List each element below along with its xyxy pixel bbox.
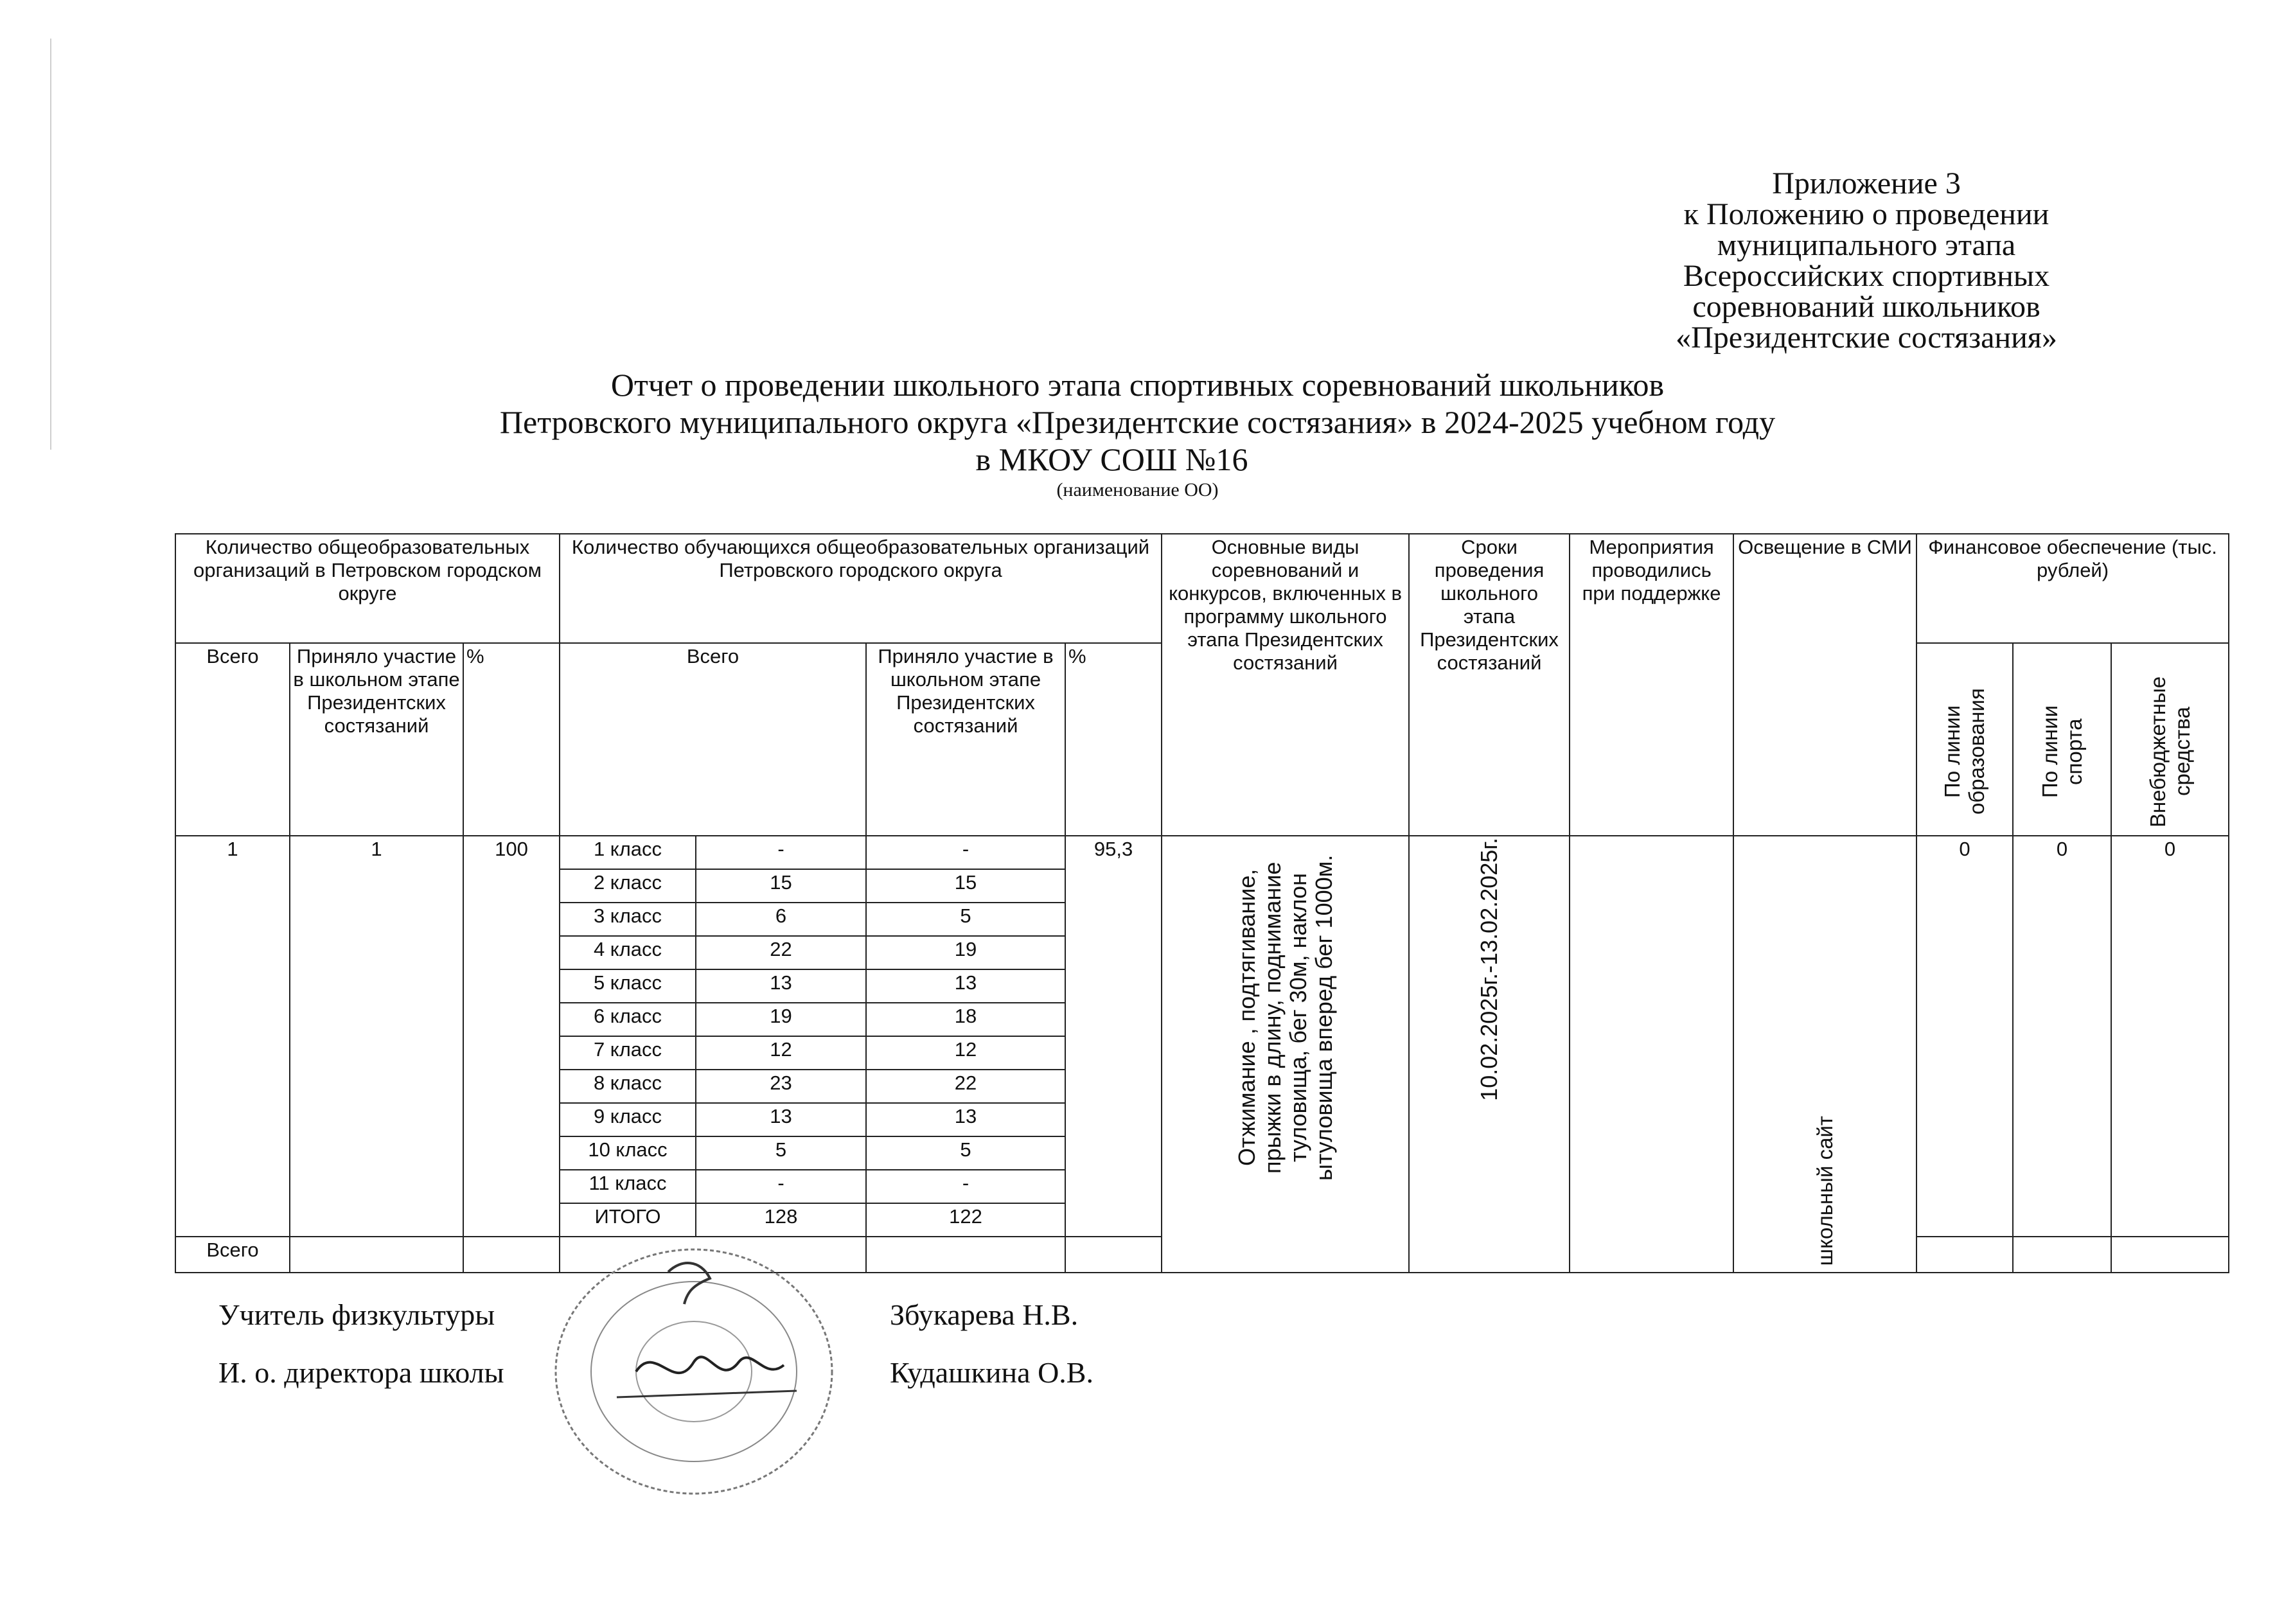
subheader-fin-edu <box>1916 643 2013 836</box>
orgs-participated-value: 1 <box>290 836 463 1237</box>
media-text: школьный сайт <box>1812 1115 1837 1266</box>
appendix-line: соревнований школьников <box>1692 290 2040 324</box>
class-name: 9 класс <box>560 1103 696 1136</box>
subheader-fin-extra <box>2111 643 2229 836</box>
footer-cell <box>2013 1237 2111 1273</box>
subheader-fin-sport <box>2013 643 2111 836</box>
header-media: Освещение в СМИ <box>1733 534 1916 836</box>
class-participated: 12 <box>866 1036 1065 1070</box>
appendix-line: к Положению о проведении <box>1683 197 2049 231</box>
subheader-students-percent: % <box>1065 643 1162 836</box>
title-line-1: Отчет о проведении школьного этапа спортивных соревнований школьников <box>610 367 1665 403</box>
fin-sport-label: По линии спорта <box>2037 705 2086 799</box>
events-cell <box>1570 836 1733 1273</box>
fin-extra-value: 0 <box>2111 836 2229 1237</box>
class-total: 13 <box>696 969 866 1003</box>
header-kinds: Основные виды соревнований и конкурсов, включенных в программу школьного этапа Президентских состязаний <box>1162 534 1409 836</box>
subheader-orgs-participated: Приняло участие в школьном этапе Президентских состязаний <box>290 643 463 836</box>
school-stamp <box>527 1233 861 1503</box>
class-total: 19 <box>696 1003 866 1036</box>
class-name: 6 класс <box>560 1003 696 1036</box>
footer-cell <box>866 1237 1065 1273</box>
orgs-percent-value: 100 <box>463 836 560 1237</box>
footer-cell <box>290 1237 463 1273</box>
class-participated: 13 <box>866 1103 1065 1136</box>
orgs-total-value: 1 <box>175 836 290 1237</box>
media-cell <box>1733 836 1916 1273</box>
fin-sport-value: 0 <box>2013 836 2111 1237</box>
appendix-line: муниципального этапа <box>1717 228 2016 262</box>
title-line-3: в МКОУ СОШ №16 <box>975 441 1248 477</box>
footer-cell <box>2111 1237 2229 1273</box>
class-participated: 5 <box>866 903 1065 936</box>
class-name: 3 класс <box>560 903 696 936</box>
class-participated: 19 <box>866 936 1065 969</box>
footer-cell <box>1065 1237 1162 1273</box>
header-students: Количество обучающихся общеобразовательных организаций Петровского городского округа <box>560 534 1162 643</box>
fin-edu-value: 0 <box>1916 836 2013 1237</box>
footer-cell <box>1916 1237 2013 1273</box>
class-participated: - <box>866 1170 1065 1203</box>
class-total: - <box>696 836 866 869</box>
signer-role-2: И. о. директора школы <box>218 1356 504 1389</box>
class-participated: 15 <box>866 869 1065 903</box>
header-finance: Финансовое обеспечение (тыс. рублей) <box>1916 534 2229 643</box>
class-total: 5 <box>696 1136 866 1170</box>
class-total: 23 <box>696 1070 866 1103</box>
fin-extra-label: Внебюджетные средства <box>2145 676 2194 827</box>
signer-role-1: Учитель физкультуры <box>218 1298 495 1331</box>
title-subcaption: (наименование ОО) <box>1056 479 1219 500</box>
appendix-line: Всероссийских спортивных <box>1683 259 2050 293</box>
itogo-label: ИТОГО <box>560 1203 696 1237</box>
report-title <box>0 366 2275 501</box>
dates-cell <box>1409 836 1570 1273</box>
class-participated: - <box>866 836 1065 869</box>
class-total: 13 <box>696 1103 866 1136</box>
dates-text: 10.02.2025г.-13.02.2025г. <box>1476 838 1503 1101</box>
class-total: - <box>696 1170 866 1203</box>
kinds-cell <box>1162 836 1409 1273</box>
itogo-total: 128 <box>696 1203 866 1237</box>
class-total: 6 <box>696 903 866 936</box>
class-participated: 5 <box>866 1136 1065 1170</box>
class-total: 15 <box>696 869 866 903</box>
class-participated: 18 <box>866 1003 1065 1036</box>
class-name: 1 класс <box>560 836 696 869</box>
fin-edu-label: По линии образования <box>1940 688 1989 815</box>
subheader-students-participated: Приняло участие в школьном этапе Президентских состязаний <box>866 643 1065 836</box>
table-row <box>175 836 2229 869</box>
report-table <box>175 533 2229 1273</box>
signer-name-2: Кудашкина О.В. <box>890 1356 1093 1389</box>
header-events: Мероприятия проводились при поддержке <box>1570 534 1733 836</box>
footer-total-label: Всего <box>175 1237 290 1273</box>
appendix-line: «Президентские состязания» <box>1676 321 2057 355</box>
appendix-header <box>1577 168 2155 353</box>
class-name: 5 класс <box>560 969 696 1003</box>
subheader-orgs-percent: % <box>463 643 560 836</box>
class-total: 12 <box>696 1036 866 1070</box>
class-name: 10 класс <box>560 1136 696 1170</box>
header-orgs: Количество общеобразовательных организаций в Петровском городском округе <box>175 534 560 643</box>
subheader-orgs-total: Всего <box>175 643 290 836</box>
class-name: 7 класс <box>560 1036 696 1070</box>
itogo-participated: 122 <box>866 1203 1065 1237</box>
header-dates: Сроки проведения школьного этапа Президентских состязаний <box>1409 534 1570 836</box>
class-name: 4 класс <box>560 936 696 969</box>
class-name: 2 класс <box>560 869 696 903</box>
title-line-2: Петровского муниципального округа «Президентские состязания» в 2024-2025 учебном году <box>499 404 1776 440</box>
signer-name-1: Збукарева Н.В. <box>890 1298 1079 1331</box>
class-total: 22 <box>696 936 866 969</box>
kinds-text: Отжимание , подтягивание, прыжки в длину, поднимание туловища, бег 30м, наклон ытуловища вперед бег 1000м. <box>1233 854 1337 1181</box>
class-participated: 22 <box>866 1070 1065 1103</box>
appendix-line: Приложение 3 <box>1772 166 1961 200</box>
class-participated: 13 <box>866 969 1065 1003</box>
subheader-students-total: Всего <box>560 643 866 836</box>
class-name: 8 класс <box>560 1070 696 1103</box>
class-name: 11 класс <box>560 1170 696 1203</box>
students-percent-value: 95,3 <box>1065 836 1162 1237</box>
